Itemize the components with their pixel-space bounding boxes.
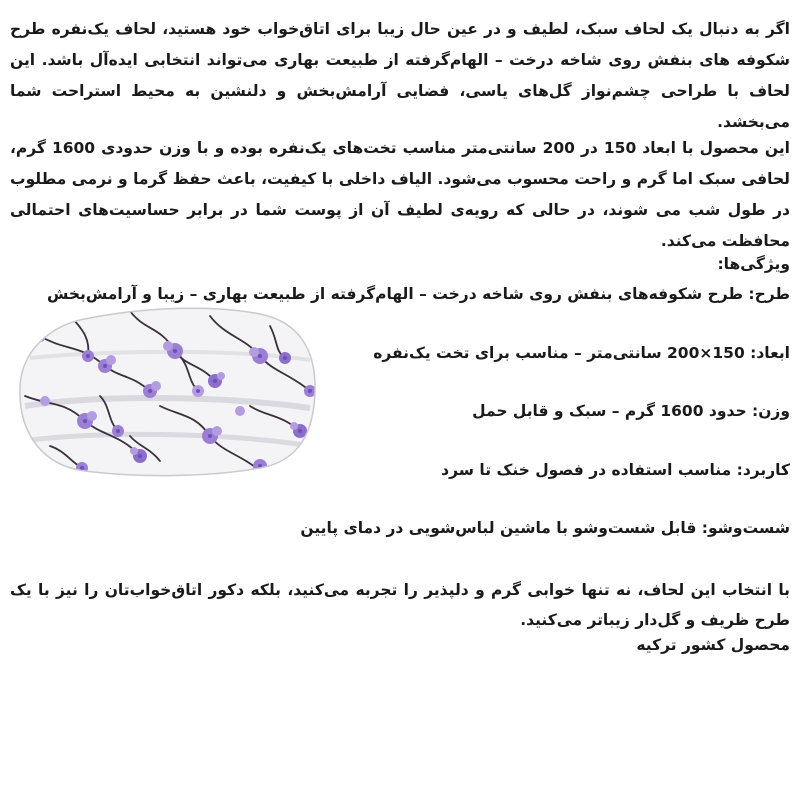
closing-paragraph: با انتخاب این لحاف، نه تنها خوابی گرم و دلپذیر را تجربه می‌کنید، بلکه دکور اتاق‌خواب‌تان را نیز با یک طرح ظریف و گل‌دار زیباتر می‌کنید.: [10, 581, 790, 629]
feature-dimensions: ابعاد: 150×200 سانتی‌متر – مناسب برای تخت یک‌نفره: [373, 344, 790, 362]
feature-washing: شست‌وشو: قابل شست‌وشو با ماشین لباس‌شویی در دمای پایین: [300, 519, 790, 537]
origin-text: محصول کشور ترکیه: [636, 636, 790, 654]
intro-paragraph: اگر به دنبال یک لحاف سبک، لطیف و در عین حال زیبا برای اتاق‌خواب خود هستید، لحاف یک‌نفره طرح شکوفه های بنفش روی شاخه درخت – الهام‌گرفته از طبیعت بهاری می‌تواند انتخابی ایده‌آل باشد. این لحاف با طراحی چشم‌نواز گل‌های یاسی، فضایی آرامش‌بخش و دلنشین به محیط استراحت شما می‌بخشد.: [10, 20, 790, 131]
details-paragraph: این محصول با ابعاد 150 در 200 سانتی‌متر مناسب تخت‌های یک‌نفره بوده و با وزن حدودی 1600 گرم، لحافی سبک اما گرم و راحت محسوب می‌شود. الیاف داخلی با کیفیت، باعث حفظ گرما و نرمی مطلوب در طول شب می شوند، در حالی که رویه‌ی لطیف آن از پوست شما در برابر حساسیت‌های احتمالی محافظت می‌کند.: [10, 139, 790, 250]
folded-floral-duvet-image: [10, 296, 322, 484]
features-heading: ویژگی‌ها:: [717, 255, 790, 273]
feature-design: طرح: طرح شکوفه‌های بنفش روی شاخه درخت – الهام‌گرفته از طبیعت بهاری – زیبا و آرامش‌بخش: [46, 285, 790, 303]
feature-usage: کاربرد: مناسب استفاده در فصول خنک تا سرد: [441, 461, 790, 479]
feature-weight: وزن: حدود 1600 گرم – سبک و قابل حمل: [472, 402, 790, 420]
